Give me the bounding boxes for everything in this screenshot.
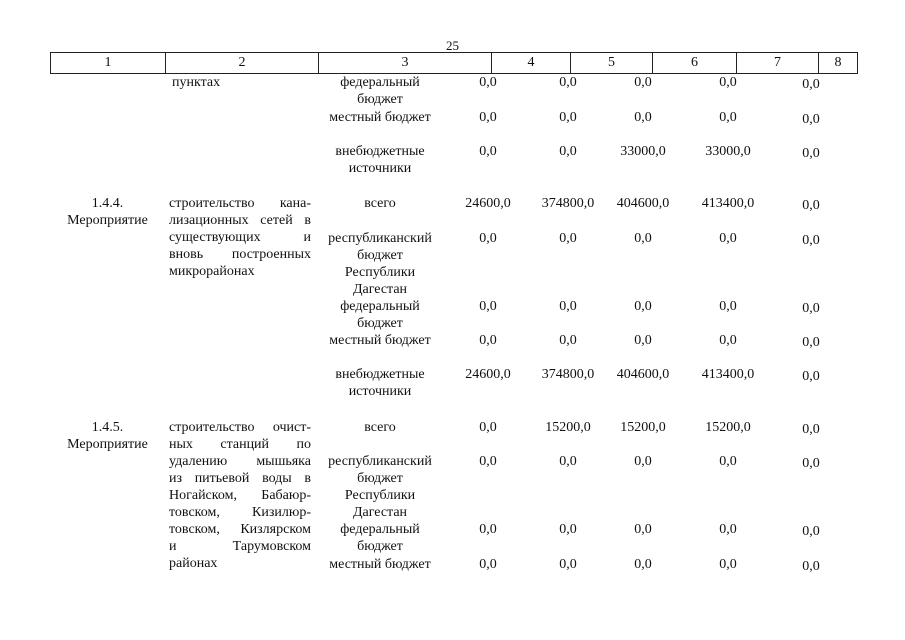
block2-description-line: удалению мышьяка xyxy=(169,454,311,469)
block2-value-col7: 0,0 xyxy=(719,557,737,572)
block2-value-col6: 0,0 xyxy=(634,454,652,469)
block1-value-col6: 404600,0 xyxy=(616,367,670,382)
block0-value-col4: 0,0 xyxy=(479,144,497,159)
block1-source-label: Дагестан xyxy=(352,282,408,297)
block1-value-col4: 24600,0 xyxy=(465,367,511,382)
block2-source-label: Дагестан xyxy=(352,505,408,520)
block1-kind: Мероприятие xyxy=(67,213,148,228)
block1-value-col5: 0,0 xyxy=(559,333,577,348)
block1-value-col5: 374800,0 xyxy=(541,196,595,211)
block1-description-line: существующих и xyxy=(169,230,311,245)
header-col-4: 4 xyxy=(491,53,570,73)
block0-value-col5: 0,0 xyxy=(559,110,577,125)
block0-description-tail: пунктах xyxy=(172,75,221,90)
block1-value-col8: 0,0 xyxy=(802,335,820,350)
block1-value-col4: 0,0 xyxy=(479,333,497,348)
block1-source-label: федеральный xyxy=(340,299,420,314)
block2-value-col4: 0,0 xyxy=(479,522,497,537)
block0-value-col7: 0,0 xyxy=(719,75,737,90)
block0-value-col8: 0,0 xyxy=(802,112,820,127)
block2-value-col5: 0,0 xyxy=(559,557,577,572)
block2-description-line: из питьевой воды в xyxy=(169,471,311,486)
block2-value-col4: 0,0 xyxy=(479,420,497,435)
block2-source-label: республиканский xyxy=(328,454,432,469)
block2-source-label: бюджет xyxy=(357,539,403,554)
block1-value-col6: 0,0 xyxy=(634,299,652,314)
block1-value-col7: 0,0 xyxy=(719,299,737,314)
block1-description-line: вновь построенных xyxy=(169,247,311,262)
block2-source-label: местный бюджет xyxy=(329,557,431,572)
block1-description-line: лизационных сетей в xyxy=(169,213,311,228)
block2-description-line: строительство очист- xyxy=(169,420,311,435)
block1-source-label: республиканский xyxy=(328,231,432,246)
block1-value-col4: 0,0 xyxy=(479,299,497,314)
block1-number: 1.4.4. xyxy=(91,196,124,211)
header-col-8: 8 xyxy=(818,53,858,73)
block2-value-col5: 0,0 xyxy=(559,454,577,469)
block1-value-col7: 413400,0 xyxy=(701,196,755,211)
block0-value-col5: 0,0 xyxy=(559,144,577,159)
block2-description-line: товском, Кизлярском xyxy=(169,522,311,537)
block1-value-col7: 0,0 xyxy=(719,231,737,246)
block1-source-label: источники xyxy=(348,384,412,399)
block2-description-line: товском, Кизилюр- xyxy=(169,505,311,520)
block0-value-col5: 0,0 xyxy=(559,75,577,90)
block1-description-line: строительство кана- xyxy=(169,196,311,211)
block2-number: 1.4.5. xyxy=(91,420,124,435)
block2-description-line: районах xyxy=(169,556,218,571)
block1-value-col5: 374800,0 xyxy=(541,367,595,382)
block0-value-col8: 0,0 xyxy=(802,146,820,161)
block1-source-label: бюджет xyxy=(357,316,403,331)
block2-value-col6: 0,0 xyxy=(634,522,652,537)
block0-source-label: федеральный xyxy=(340,75,420,90)
header-col-3: 3 xyxy=(318,53,491,73)
block1-value-col6: 0,0 xyxy=(634,231,652,246)
block1-value-col7: 413400,0 xyxy=(701,367,755,382)
block1-value-col7: 0,0 xyxy=(719,333,737,348)
block2-value-col5: 0,0 xyxy=(559,522,577,537)
block2-value-col6: 15200,0 xyxy=(620,420,666,435)
block1-value-col8: 0,0 xyxy=(802,198,820,213)
block1-value-col5: 0,0 xyxy=(559,231,577,246)
block2-source-label: бюджет xyxy=(357,471,403,486)
block0-value-col4: 0,0 xyxy=(479,75,497,90)
block1-value-col8: 0,0 xyxy=(802,233,820,248)
header-col-7: 7 xyxy=(736,53,818,73)
block1-source-label: бюджет xyxy=(357,248,403,263)
block2-description-line: ных станций по xyxy=(169,437,311,452)
block1-value-col5: 0,0 xyxy=(559,299,577,314)
block2-source-label: Республики xyxy=(344,488,416,503)
header-col-1: 1 xyxy=(50,53,165,73)
block0-source-label: внебюджетные xyxy=(335,144,425,159)
block2-description-line: Ногайском, Бабаюр- xyxy=(169,488,311,503)
block1-source-label: местный бюджет xyxy=(329,333,431,348)
block1-source-label: внебюджетные xyxy=(335,367,425,382)
block1-value-col4: 24600,0 xyxy=(465,196,511,211)
block2-kind: Мероприятие xyxy=(67,437,148,452)
block0-value-col4: 0,0 xyxy=(479,110,497,125)
block0-value-col7: 0,0 xyxy=(719,110,737,125)
block2-value-col7: 0,0 xyxy=(719,522,737,537)
block0-source-label: источники xyxy=(348,161,412,176)
block1-description-line: микрорайонах xyxy=(169,264,255,279)
block2-value-col8: 0,0 xyxy=(802,456,820,471)
block0-value-col7: 33000,0 xyxy=(705,144,751,159)
block2-value-col8: 0,0 xyxy=(802,559,820,574)
block2-value-col8: 0,0 xyxy=(802,524,820,539)
table-header-row xyxy=(50,52,858,74)
block1-source-label: Республики xyxy=(344,265,416,280)
block1-value-col6: 0,0 xyxy=(634,333,652,348)
block2-value-col7: 15200,0 xyxy=(705,420,751,435)
block2-value-col8: 0,0 xyxy=(802,422,820,437)
block1-value-col4: 0,0 xyxy=(479,231,497,246)
block1-source-label: всего xyxy=(364,196,396,211)
block0-value-col6: 0,0 xyxy=(634,75,652,90)
block2-description-line: и Тарумовском xyxy=(169,539,311,554)
block2-value-col5: 15200,0 xyxy=(545,420,591,435)
header-col-2: 2 xyxy=(165,53,318,73)
block0-value-col6: 0,0 xyxy=(634,110,652,125)
block0-value-col6: 33000,0 xyxy=(620,144,666,159)
block0-source-label: бюджет xyxy=(357,92,403,107)
header-col-6: 6 xyxy=(652,53,736,73)
block0-source-label: местный бюджет xyxy=(329,110,431,125)
block1-value-col8: 0,0 xyxy=(802,301,820,316)
block1-value-col6: 404600,0 xyxy=(616,196,670,211)
block2-value-col4: 0,0 xyxy=(479,454,497,469)
block1-value-col8: 0,0 xyxy=(802,369,820,384)
header-col-5: 5 xyxy=(570,53,652,73)
block2-source-label: федеральный xyxy=(340,522,420,537)
block2-value-col4: 0,0 xyxy=(479,557,497,572)
block2-source-label: всего xyxy=(364,420,396,435)
block0-value-col8: 0,0 xyxy=(802,77,820,92)
block2-value-col6: 0,0 xyxy=(634,557,652,572)
page-number: 25 xyxy=(446,38,459,53)
block2-value-col7: 0,0 xyxy=(719,454,737,469)
